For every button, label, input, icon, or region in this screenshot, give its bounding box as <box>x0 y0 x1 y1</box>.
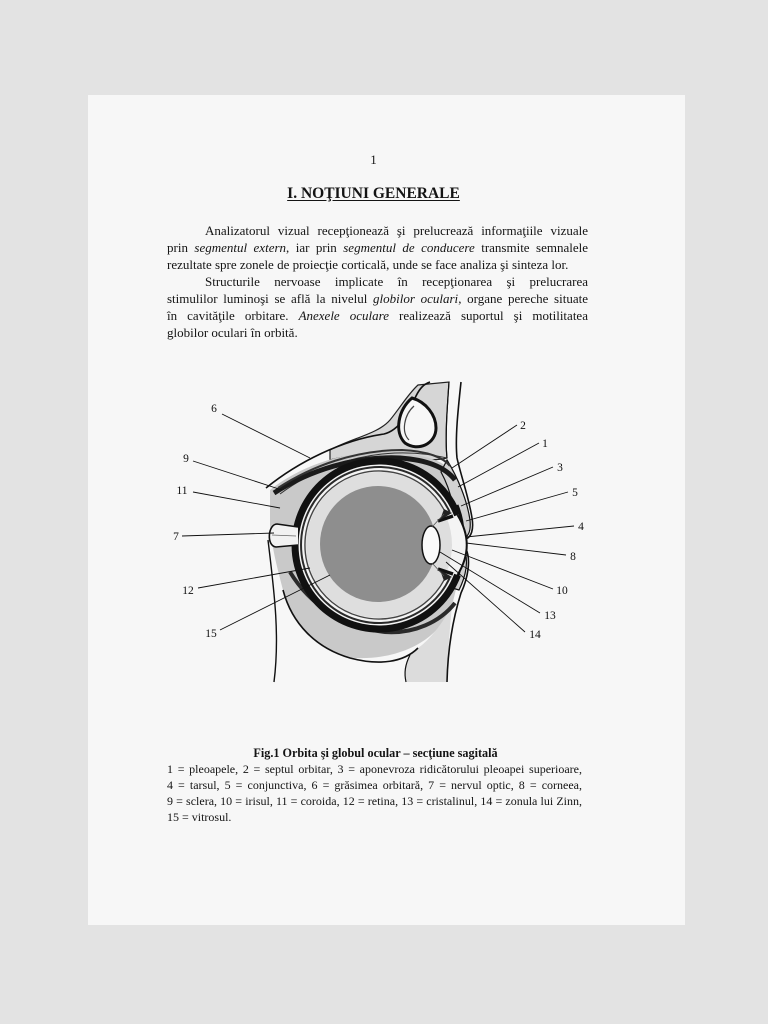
label-14: 14 <box>529 629 541 641</box>
text-segment: Structurile nervoase implicate în recepţionarea şi prelucrarea <box>205 274 588 289</box>
text-segment: , organe pereche situate <box>458 291 588 306</box>
leader-line-9 <box>193 461 282 490</box>
figure-caption-title: Fig.1 Orbita şi globul ocular – secţiune sagitală <box>253 746 498 760</box>
leader-line-6 <box>222 414 310 458</box>
figure-legend <box>167 761 582 825</box>
label-7: 7 <box>173 531 179 543</box>
label-2: 2 <box>520 420 526 432</box>
label-13: 13 <box>544 610 556 622</box>
italic-term: Anexele oculare <box>298 308 389 323</box>
label-6: 6 <box>211 403 217 415</box>
label-8: 8 <box>570 551 576 563</box>
orbit-posterior-wall <box>268 540 276 682</box>
text-segment: globilor oculari în orbită. <box>167 325 298 340</box>
leader-line-8 <box>466 543 566 555</box>
label-10: 10 <box>556 585 568 597</box>
text-segment: Analizatorul vizual recepţionează şi prelucrează informaţiile vizuale <box>205 223 588 238</box>
italic-term: globilor oculari <box>373 291 459 306</box>
leader-line-10 <box>452 550 553 589</box>
label-11: 11 <box>176 485 188 497</box>
lens <box>422 526 440 564</box>
leader-line-2 <box>452 425 517 468</box>
chapter-title: I. NOŢIUNI GENERALE <box>287 185 460 202</box>
text-segment: prin <box>167 240 195 255</box>
label-1: 1 <box>542 438 548 450</box>
legend-line: 4 = tarsul, 5 = conjunctiva, 6 = grăsimea orbitară, 7 = nervul optic, 8 = corneea, <box>167 778 582 792</box>
text-segment: rezultate spre zonele de proiecţie corticală, unde se face analiza şi sinteza lor. <box>167 257 569 272</box>
vitreous-body <box>320 486 436 602</box>
legend-line: 1 = pleoapele, 2 = septul orbitar, 3 = aponevroza ridicătorului pleoapei superioare, <box>167 762 582 776</box>
text-segment: realizează suportul şi motilitatea <box>388 308 588 323</box>
leader-line-1 <box>458 443 539 487</box>
label-4: 4 <box>578 521 584 533</box>
italic-term: segmentul de conducere <box>343 240 475 255</box>
leader-line-4 <box>466 526 574 537</box>
text-segment: stimulilor luminoşi se află la nivelul <box>167 291 374 306</box>
legend-line: 9 = sclera, 10 = irisul, 11 = coroida, 12 = retina, 13 = cristalinul, 14 = zonula lui Zinn, <box>167 794 582 808</box>
text-segment: în cavităţile orbitare. <box>167 308 299 323</box>
leader-line-11 <box>193 492 280 508</box>
leader-line-5 <box>466 492 568 521</box>
label-9: 9 <box>183 453 189 465</box>
legend-line: 15 = vitrosul. <box>167 810 232 824</box>
label-5: 5 <box>572 487 578 499</box>
label-3: 3 <box>557 462 563 474</box>
text-segment: transmite semnalele <box>474 240 588 255</box>
label-15: 15 <box>205 628 217 640</box>
italic-term: segmentul extern <box>194 240 287 255</box>
leader-line-7 <box>182 533 274 536</box>
text-segment: , iar prin <box>286 240 344 255</box>
page-number: 1 <box>370 152 377 167</box>
label-12: 12 <box>182 585 194 597</box>
